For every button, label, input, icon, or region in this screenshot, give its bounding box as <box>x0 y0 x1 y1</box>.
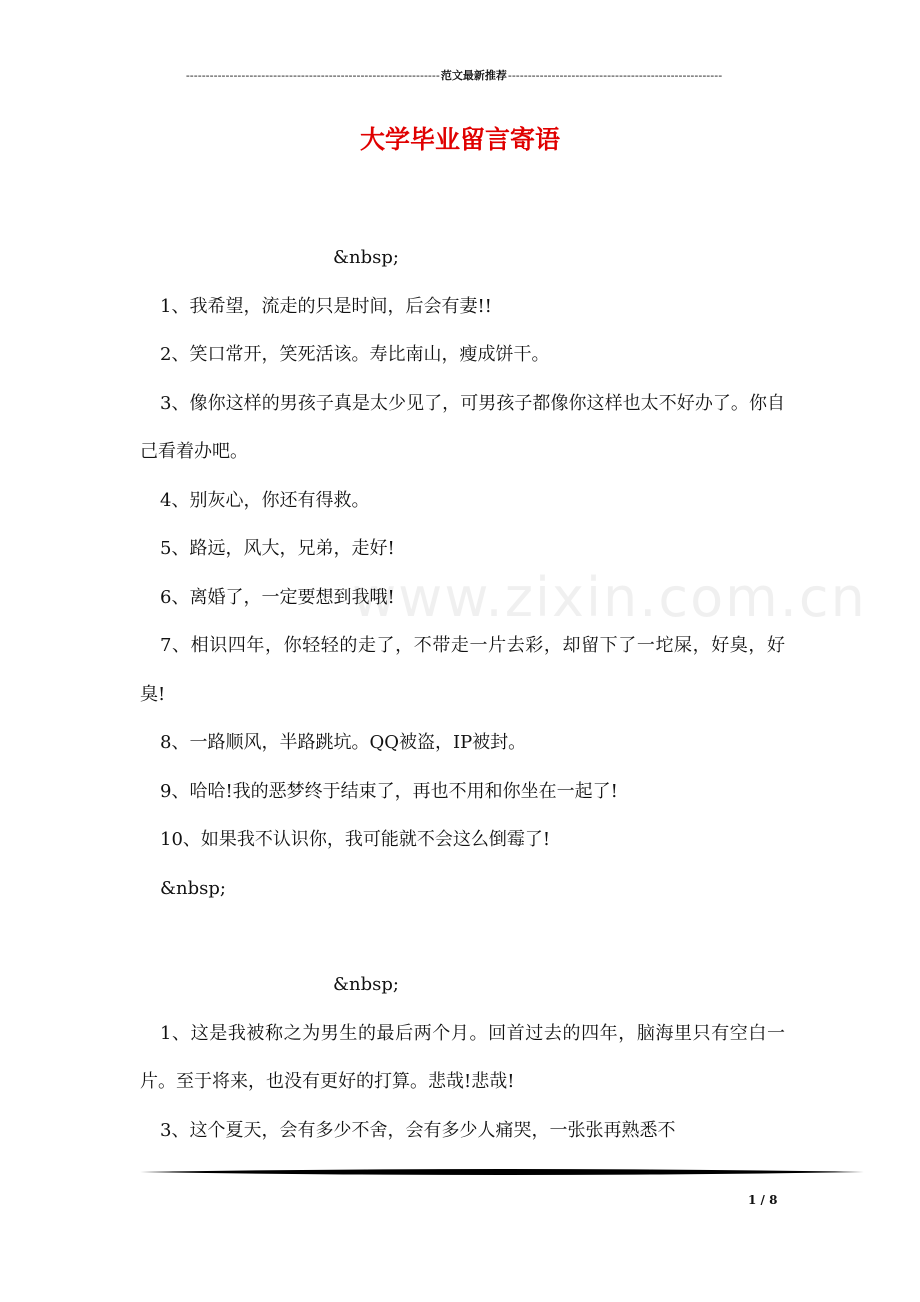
paragraph-1: 1、我希望，流走的只是时间，后会有妻!! <box>160 295 492 317</box>
paragraph-second-3: 3、这个夏天，会有多少不舍，会有多少人痛哭，一张张再熟悉不 <box>160 1119 676 1141</box>
paragraph-nbsp: &nbsp; <box>333 247 399 268</box>
paragraph-gap <box>140 913 785 961</box>
paragraph-10: 10、如果我不认识你，我可能就不会这么倒霉了! <box>160 829 551 850</box>
paragraph-9: 9、哈哈!我的恶梦终于结束了，再也不用和你坐在一起了! <box>160 780 618 802</box>
paragraph-6: 6、离婚了，一定要想到我哦! <box>160 586 395 608</box>
paragraph-nbsp: &nbsp; <box>333 974 399 995</box>
header-dashes-left: ---------------------------------------------------------------- <box>185 69 440 82</box>
document-title: 大学毕业留言寄语 <box>359 125 560 154</box>
paragraph-7: 7、相识四年，你轻轻的走了，不带走一片去彩，却留下了一坨屎，好臭，好臭! <box>140 635 785 705</box>
paragraph-second-1: 1、这是我被称之为男生的最后两个月。回首过去的四年，脑海里只有空白一片。至于将来，也没有更好的打算。悲哉!悲哉! <box>140 1022 785 1092</box>
page-number: 1 / 8 <box>748 1193 778 1207</box>
watermark: www.zixin.com.cn <box>352 566 867 629</box>
paragraph-4: 4、别灰心，你还有得救。 <box>160 489 370 511</box>
paragraph-5: 5、路远，风大，兄弟，走好! <box>160 538 395 559</box>
header-dashes-right: ------------------------------------------------------ <box>507 69 723 82</box>
paragraph-2: 2、笑口常开，笑死活该。寿比南山，瘦成饼干。 <box>160 344 550 365</box>
document-body <box>140 234 785 1155</box>
page-header <box>140 66 768 86</box>
paragraph-3: 3、像你这样的男孩子真是太少见了，可男孩子都像你这样也太不好办了。你自己看着办吧。 <box>140 392 785 462</box>
paragraph-8: 8、一路顺风，半路跳坑。QQ被盗，IP被封。 <box>160 732 527 753</box>
footer-rule <box>140 1166 864 1178</box>
paragraph-nbsp: &nbsp; <box>160 877 226 899</box>
header-label: 范文最新推荐 <box>440 69 507 82</box>
